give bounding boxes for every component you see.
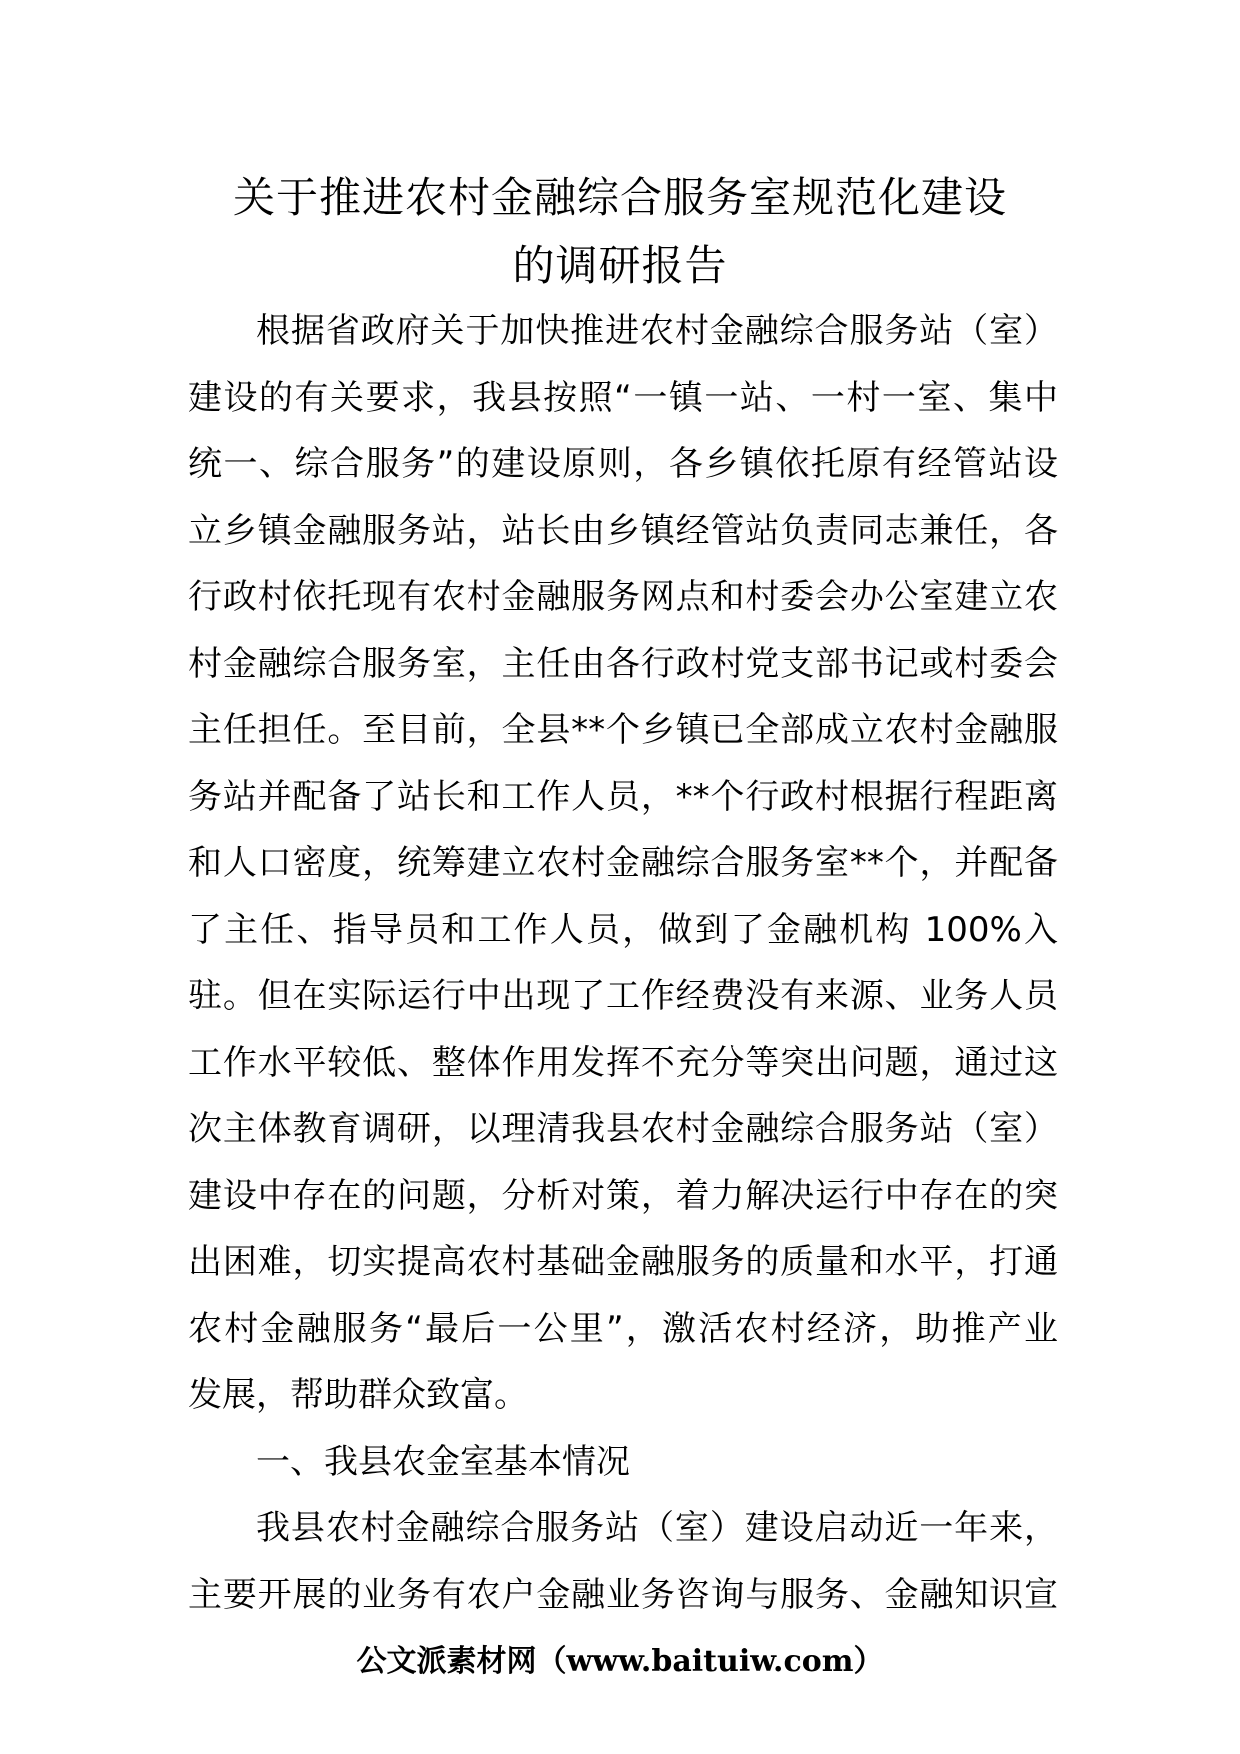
- paragraph-line: 务站并配备了站长和工作人员，**个行政村根据行程距离: [188, 776, 1058, 817]
- paragraph-line: 了主任、指导员和工作人员，做到了金融机构 100%入: [188, 909, 1058, 950]
- paragraph-line: 农村金融服务“最后一公里”，激活农村经济，助推产业: [188, 1308, 1058, 1349]
- paragraph-1: [188, 298, 1058, 1429]
- paragraph-line: 主任担任。至目前，全县**个乡镇已全部成立农村金融服: [188, 710, 1058, 750]
- paragraph-line: 立乡镇金融服务站，站长由乡镇经管站负责同志兼任，各: [188, 510, 1058, 551]
- document-title-line-1: 关于推进农村金融综合服务室规范化建设: [232, 173, 1007, 222]
- paragraph-line: 驻。但在实际运行中出现了工作经费没有来源、业务人员: [188, 976, 1058, 1016]
- paragraph-line: 工作水平较低、整体作用发挥不充分等突出问题，通过这: [188, 1042, 1058, 1083]
- paragraph-line: 根据省政府关于加快推进农村金融综合服务站（室）: [256, 311, 1058, 351]
- paragraph-line: 建设的有关要求，我县按照“一镇一站、一村一室、集中: [188, 377, 1058, 418]
- document-title-line-2: 的调研报告: [512, 241, 728, 290]
- paragraph-line: 出困难，切实提高农村基础金融服务的质量和水平，打通: [188, 1242, 1058, 1282]
- paragraph-2: [188, 1495, 1058, 1628]
- paragraph-line: 统一、综合服务”的建设原则，各乡镇依托原有经管站设: [188, 444, 1058, 484]
- paragraph-line: 发展，帮助群众致富。: [188, 1375, 528, 1415]
- paragraph-line: 主要开展的业务有农户金融业务咨询与服务、金融知识宣: [188, 1574, 1058, 1615]
- paragraph-line: 和人口密度，统筹建立农村金融综合服务室**个，并配备: [188, 843, 1058, 883]
- footer-watermark: 公文派素材网（www.baituiw.com）: [356, 1644, 884, 1679]
- document-body: [188, 298, 1058, 1628]
- paragraph-line: 村金融综合服务室，主任由各行政村党支部书记或村委会: [188, 643, 1058, 684]
- paragraph-line: 行政村依托现有农村金融服务网点和村委会办公室建立农: [188, 577, 1058, 617]
- paragraph-line: 建设中存在的问题，分析对策，着力解决运行中存在的突: [188, 1175, 1058, 1216]
- paragraph-line: 我县农村金融综合服务站（室）建设启动近一年来，: [256, 1508, 1058, 1548]
- paragraph-line: 次主体教育调研，以理清我县农村金融综合服务站（室）: [188, 1109, 1058, 1149]
- section-heading: 一、我县农金室基本情况: [256, 1441, 630, 1482]
